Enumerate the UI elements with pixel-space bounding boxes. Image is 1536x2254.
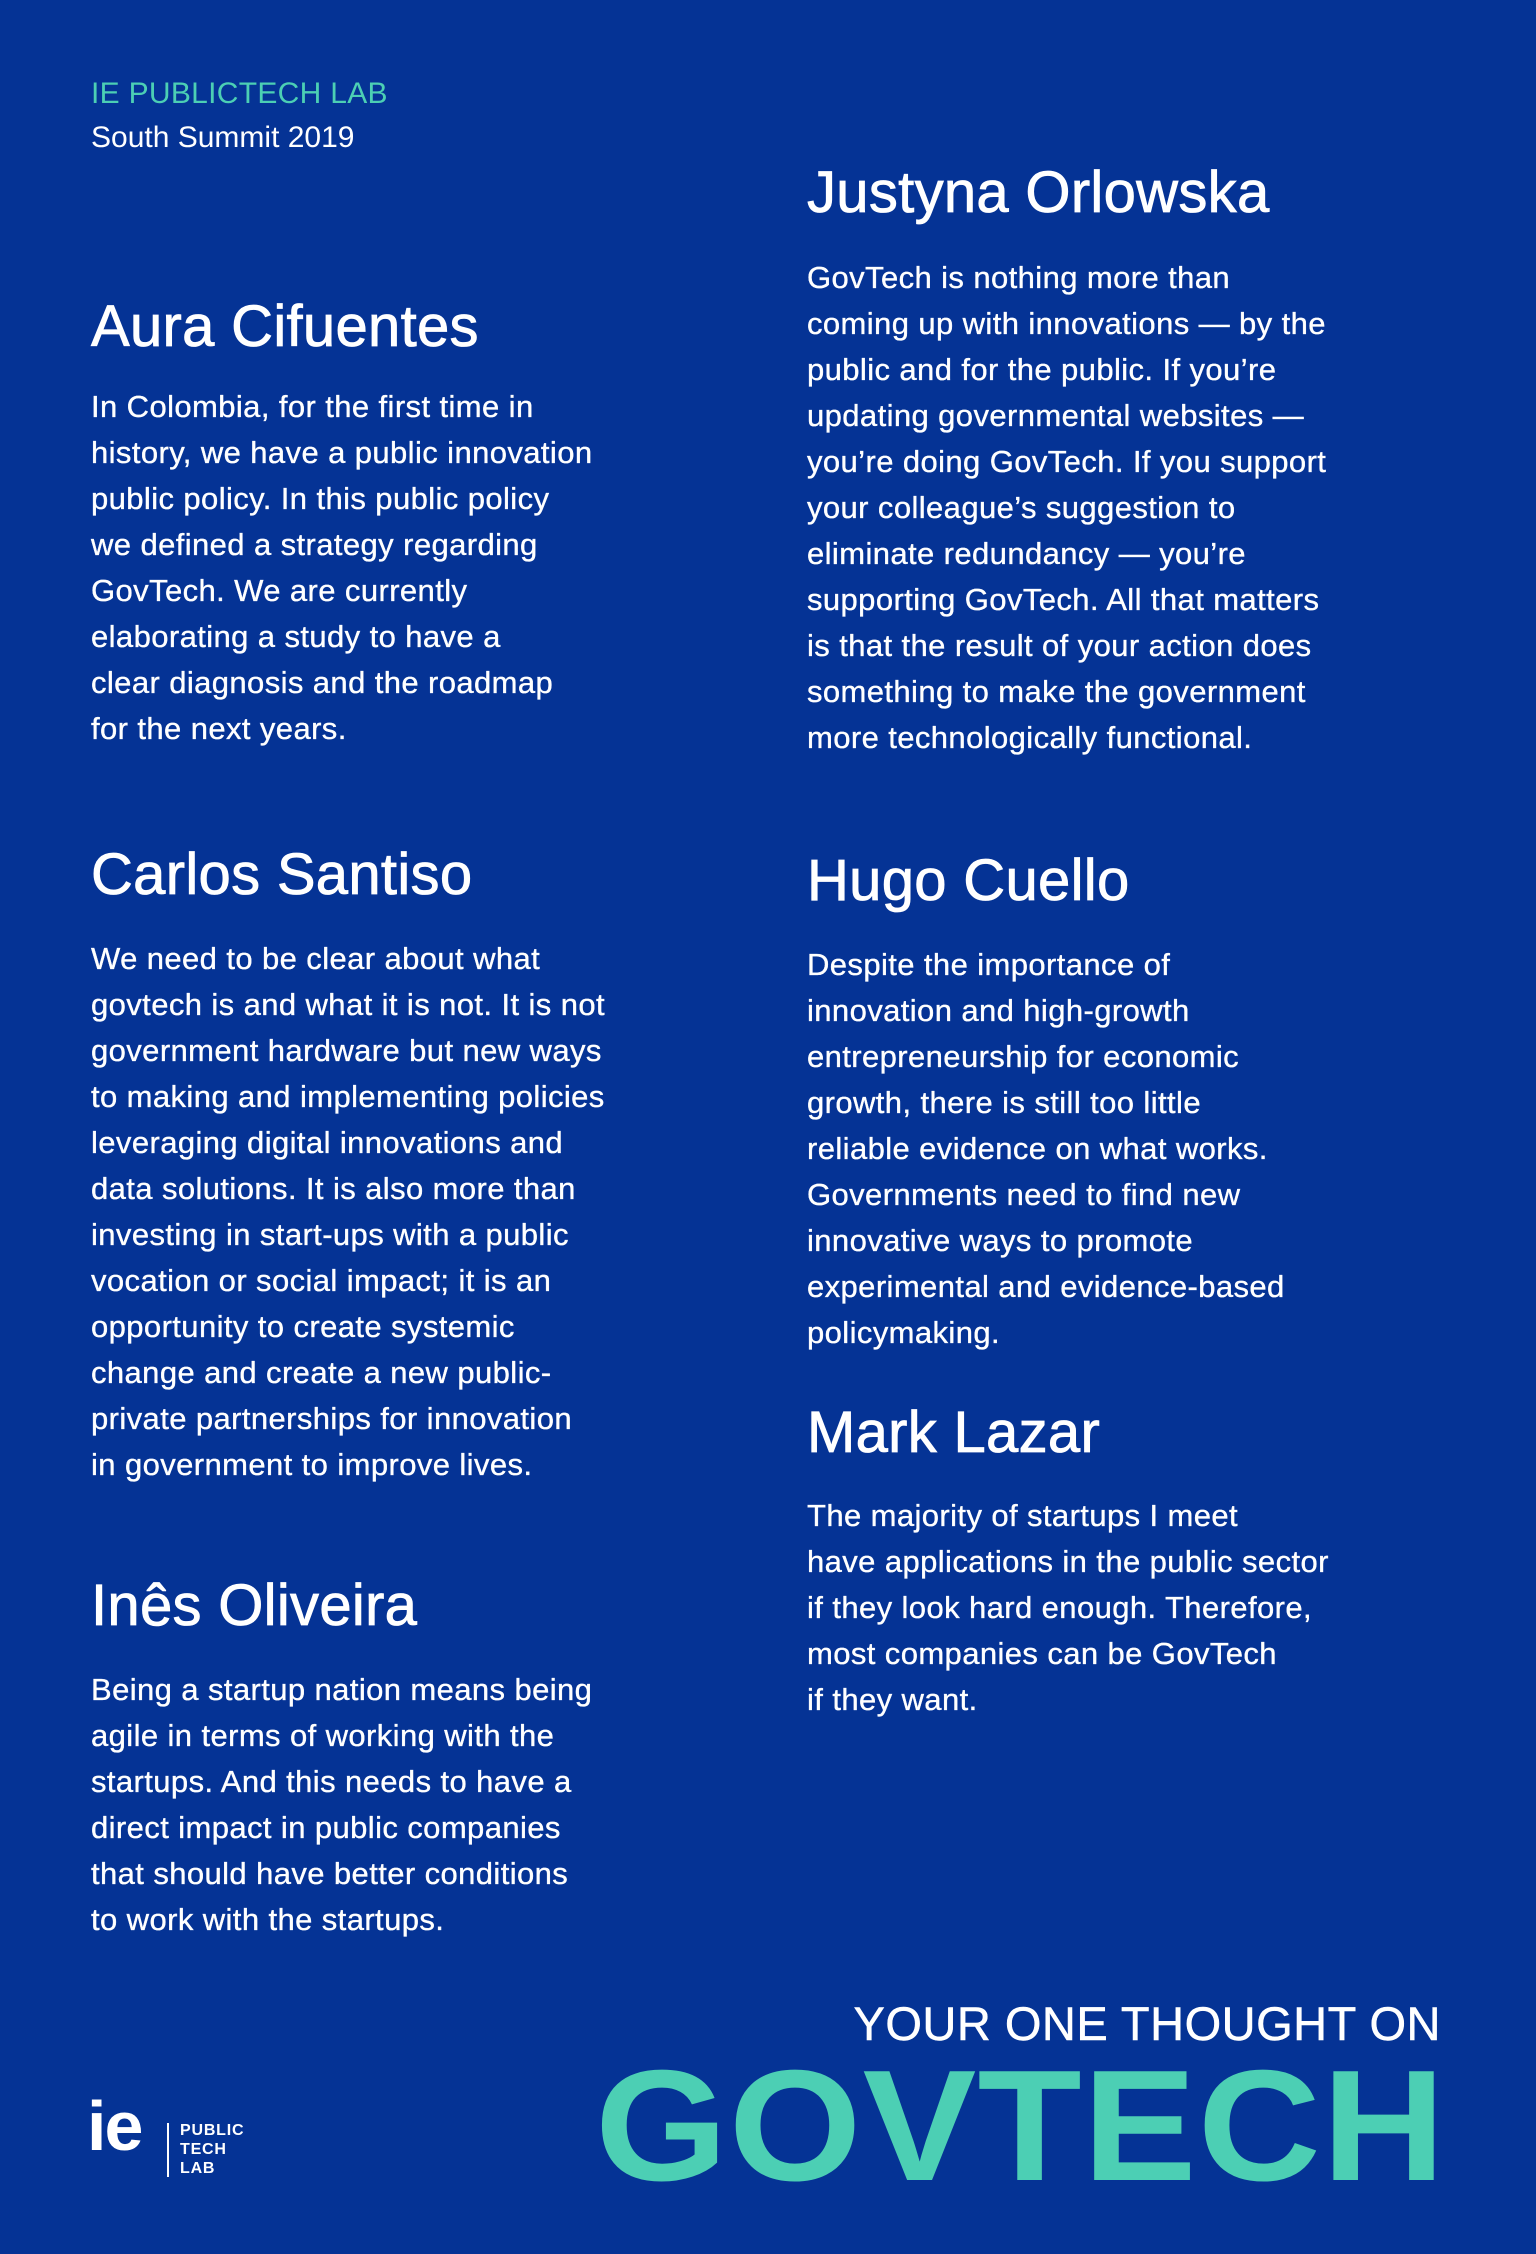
quote-line: most companies can be GovTech bbox=[807, 1636, 1277, 1671]
quote-line: leveraging digital innovations and bbox=[91, 1125, 564, 1160]
quote-line: public and for the public. If you’re bbox=[807, 352, 1277, 387]
quote-line: investing in start-ups with a public bbox=[91, 1217, 569, 1252]
quote-line: private partnerships for innovation bbox=[91, 1401, 572, 1436]
quote-line: is that the result of your action does bbox=[807, 628, 1312, 663]
quote-line: govtech is and what it is not. It is not bbox=[91, 987, 605, 1022]
quote-line: growth, there is still too little bbox=[807, 1085, 1201, 1120]
quote-line: coming up with innovations — by the bbox=[807, 306, 1326, 341]
logo-line: PUBLIC bbox=[180, 2122, 245, 2139]
quote-ines-oliveira bbox=[91, 1667, 592, 1943]
quote-line: agile in terms of working with the bbox=[91, 1718, 555, 1753]
quote-line: Governments need to find new bbox=[807, 1177, 1241, 1212]
quote-line: something to make the government bbox=[807, 674, 1306, 709]
quote-line: if they look hard enough. Therefore, bbox=[807, 1590, 1312, 1625]
quote-hugo-cuello bbox=[807, 942, 1285, 1356]
logo-wordmark bbox=[180, 2121, 244, 2178]
brand-label: IE PUBLICTECH LAB bbox=[91, 77, 388, 110]
quote-line: history, we have a public innovation bbox=[91, 435, 593, 470]
event-label: South Summit 2019 bbox=[91, 121, 355, 154]
quote-line: policymaking. bbox=[807, 1315, 1001, 1350]
quote-line: change and create a new public- bbox=[91, 1355, 552, 1390]
logo-line: LAB bbox=[180, 2160, 216, 2177]
quote-line: Despite the importance of bbox=[807, 947, 1171, 982]
quote-line: supporting GovTech. All that matters bbox=[807, 582, 1320, 617]
ie-publictech-lab-logo bbox=[87, 2087, 290, 2180]
quote-line: in government to improve lives. bbox=[91, 1447, 533, 1482]
speaker-name-justyna-orlowska: Justyna Orlowska bbox=[807, 160, 1270, 225]
quote-line: have applications in the public sector bbox=[807, 1544, 1329, 1579]
quote-line: experimental and evidence-based bbox=[807, 1269, 1285, 1304]
cta-title: GOVTECH bbox=[594, 2038, 1446, 2214]
quote-line: to making and implementing policies bbox=[91, 1079, 605, 1114]
speaker-name-ines-oliveira: Inês Oliveira bbox=[91, 1573, 418, 1638]
ie-logo-mark: ie bbox=[87, 2087, 142, 2165]
quote-line: entrepreneurship for economic bbox=[807, 1039, 1240, 1074]
quote-line: we defined a strategy regarding bbox=[91, 527, 538, 562]
quote-line: Being a startup nation means being bbox=[91, 1672, 593, 1707]
quote-line: for the next years. bbox=[91, 711, 347, 746]
quote-line: opportunity to create systemic bbox=[91, 1309, 515, 1344]
quote-line: innovative ways to promote bbox=[807, 1223, 1194, 1258]
quote-line: to work with the startups. bbox=[91, 1902, 445, 1937]
quote-line: The majority of startups I meet bbox=[807, 1498, 1239, 1533]
quote-line: data solutions. It is also more than bbox=[91, 1171, 576, 1206]
cta-subtitle: YOUR ONE THOUGHT ON bbox=[853, 1997, 1441, 2050]
speaker-name-aura-cifuentes: Aura Cifuentes bbox=[91, 294, 479, 359]
quote-line: your colleague’s suggestion to bbox=[807, 490, 1236, 525]
quote-line: eliminate redundancy — you’re bbox=[807, 536, 1246, 571]
quote-line: public policy. In this public policy bbox=[91, 481, 550, 516]
quote-line: direct impact in public companies bbox=[91, 1810, 561, 1845]
logo-divider bbox=[167, 2123, 169, 2177]
quote-line: that should have better conditions bbox=[91, 1856, 569, 1891]
quote-line: We need to be clear about what bbox=[91, 941, 541, 976]
quote-line: updating governmental websites — bbox=[807, 398, 1305, 433]
quote-line: clear diagnosis and the roadmap bbox=[91, 665, 554, 700]
quote-justyna-orlowska bbox=[807, 255, 1326, 761]
quote-line: startups. And this needs to have a bbox=[91, 1764, 572, 1799]
quote-aura-cifuentes bbox=[91, 384, 593, 752]
speaker-name-mark-lazar: Mark Lazar bbox=[807, 1400, 1101, 1465]
quote-line: innovation and high-growth bbox=[807, 993, 1190, 1028]
header-kicker bbox=[91, 72, 388, 160]
quote-line: if they want. bbox=[807, 1682, 978, 1717]
speaker-name-hugo-cuello: Hugo Cuello bbox=[807, 848, 1130, 913]
quote-line: you’re doing GovTech. If you support bbox=[807, 444, 1327, 479]
quote-line: more technologically functional. bbox=[807, 720, 1253, 755]
quote-carlos-santiso bbox=[91, 936, 605, 1488]
quote-line: government hardware but new ways bbox=[91, 1033, 602, 1068]
quote-line: reliable evidence on what works. bbox=[807, 1131, 1268, 1166]
quote-line: GovTech is nothing more than bbox=[807, 260, 1231, 295]
quote-line: In Colombia, for the first time in bbox=[91, 389, 534, 424]
quote-line: vocation or social impact; it is an bbox=[91, 1263, 552, 1298]
quote-line: GovTech. We are currently bbox=[91, 573, 468, 608]
logo-line: TECH bbox=[180, 2141, 227, 2158]
quote-line: elaborating a study to have a bbox=[91, 619, 501, 654]
speaker-name-carlos-santiso: Carlos Santiso bbox=[91, 842, 473, 907]
quote-mark-lazar bbox=[807, 1493, 1329, 1723]
